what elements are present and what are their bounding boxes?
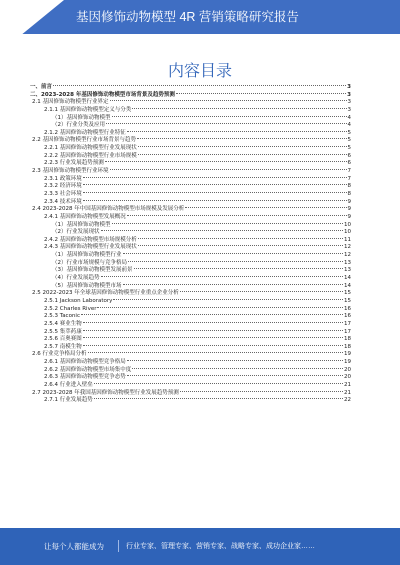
toc-entry[interactable] xyxy=(30,183,351,191)
toc-page-number: 21 xyxy=(344,381,351,388)
toc-entry-label: 2.4 2023-2028 年中国基因修饰动物模型市场规模及发展分析 xyxy=(32,206,185,213)
toc-entry[interactable] xyxy=(30,252,351,260)
toc-leader-dots xyxy=(127,131,347,132)
toc-entry[interactable] xyxy=(30,137,351,145)
toc-leader-dots xyxy=(53,85,346,86)
toc-entry-label: 2.5.2 Charles River xyxy=(44,305,97,312)
toc-leader-dots xyxy=(101,230,344,231)
toc-leader-dots xyxy=(134,268,343,269)
toc-leader-dots xyxy=(180,291,343,292)
toc-leader-dots xyxy=(101,276,344,277)
toc-leader-dots xyxy=(127,215,347,216)
toc-entry[interactable] xyxy=(30,84,351,92)
toc-page-number: 4 xyxy=(347,114,351,121)
toc-entry[interactable] xyxy=(30,160,351,168)
toc-entry-label: 2.4.3 基因修饰动物模型行业发展现状 xyxy=(44,244,137,251)
toc-page-number: 18 xyxy=(344,343,351,350)
toc-entry[interactable] xyxy=(30,374,351,382)
toc-leader-dots xyxy=(83,184,347,185)
toc-entry[interactable] xyxy=(30,99,351,107)
toc-entry-label: 2.2 基因修饰动物模型行业市场背景与趋势 xyxy=(32,137,136,144)
toc-leader-dots xyxy=(138,238,343,239)
toc-page-number: 10 xyxy=(344,221,351,228)
toc-entry-label: （2）行业市场规模与竞争格局 xyxy=(52,259,128,266)
footer-band xyxy=(0,528,400,565)
table-of-contents xyxy=(30,84,351,405)
footer-divider xyxy=(118,540,119,552)
toc-leader-dots xyxy=(127,360,343,361)
toc-page-number: 9 xyxy=(347,198,351,205)
toc-leader-dots xyxy=(110,100,347,101)
toc-page-number: 17 xyxy=(344,320,351,327)
toc-page-number: 20 xyxy=(344,374,351,381)
toc-leader-dots xyxy=(112,116,347,117)
toc-leader-dots xyxy=(88,352,344,353)
toc-page-number: 10 xyxy=(344,229,351,236)
toc-leader-dots xyxy=(138,245,343,246)
toc-leader-dots xyxy=(138,146,347,147)
toc-entry-label: 2.2.3 行业发展趋势预测 xyxy=(44,160,104,167)
toc-entry-label: （4）行业发展趋势 xyxy=(52,275,100,282)
toc-page-number: 11 xyxy=(344,236,351,243)
toc-leader-dots xyxy=(132,368,343,369)
toc-leader-dots xyxy=(128,261,343,262)
toc-page-number: 12 xyxy=(344,252,351,259)
toc-entry-label: 2.7.1 行业发展趋势 xyxy=(44,397,93,404)
toc-leader-dots xyxy=(123,284,343,285)
toc-entry-label: 一、前言 xyxy=(30,84,53,90)
toc-entry[interactable] xyxy=(30,359,351,367)
toc-leader-dots xyxy=(94,398,343,399)
toc-page-number: 21 xyxy=(344,389,351,396)
toc-page-number: 13 xyxy=(344,259,351,266)
toc-title: 内容目录 xyxy=(167,63,232,80)
toc-entry-label: （1）基因修饰动物模型行业 xyxy=(52,252,122,259)
toc-leader-dots xyxy=(176,93,346,94)
toc-entry-label: 2.6.4 行业进入壁垒 xyxy=(44,381,93,388)
toc-page-number: 9 xyxy=(347,213,351,220)
toc-entry-label: 2.3.2 经济环境 xyxy=(44,183,82,190)
toc-entry-label: 2.3.1 政策环境 xyxy=(44,175,82,182)
toc-page-number: 16 xyxy=(344,313,351,320)
toc-page-number: 14 xyxy=(344,275,351,282)
toc-entry[interactable] xyxy=(30,168,351,176)
toc-entry-label: 2.7 2023-2028 年我国基因修饰动物模型行业发展趋势预测 xyxy=(32,389,179,396)
toc-entry[interactable] xyxy=(30,298,351,306)
toc-leader-dots xyxy=(132,108,346,109)
toc-entry[interactable] xyxy=(30,321,351,329)
toc-entry-label: 2.3.3 社会环境 xyxy=(44,190,82,197)
toc-page-number: 22 xyxy=(344,397,351,404)
toc-leader-dots xyxy=(110,169,347,170)
toc-leader-dots xyxy=(83,200,347,201)
toc-entry[interactable] xyxy=(30,206,351,214)
toc-page-number: 15 xyxy=(344,297,351,304)
toc-entry-label: 2.4.2 基因修饰动物模型市场规模分析 xyxy=(44,236,137,243)
toc-page-number: 9 xyxy=(347,206,351,213)
toc-entry-label: 2.5.4 赛业生物 xyxy=(44,320,82,327)
toc-page-number: 17 xyxy=(344,328,351,335)
toc-entry[interactable] xyxy=(30,290,351,298)
toc-entry-label: 2.2.2 基因修饰动物模型行业市场规模 xyxy=(44,152,137,159)
toc-leader-dots xyxy=(83,192,347,193)
toc-entry-label: 2.6.2 基因修饰动物模型市场集中度 xyxy=(44,366,132,373)
toc-leader-dots xyxy=(112,223,343,224)
toc-entry-label: 2.3.4 技术环境 xyxy=(44,198,82,205)
toc-entry[interactable] xyxy=(30,191,351,199)
toc-page-number: 4 xyxy=(347,122,351,129)
toc-page-number: 5 xyxy=(347,129,351,136)
toc-entry[interactable] xyxy=(30,214,351,222)
toc-entry-label: 2.5 2022-2023 年全球基因修饰动物模型行业重点企业分析 xyxy=(32,290,179,297)
toc-entry[interactable] xyxy=(30,267,351,275)
toc-page-number: 7 xyxy=(347,168,351,175)
toc-entry-label: （1）基因修饰动物模型 xyxy=(52,114,111,121)
toc-page-number: 5 xyxy=(347,137,351,144)
toc-page-number: 13 xyxy=(344,267,351,274)
toc-leader-dots xyxy=(137,138,347,139)
toc-leader-dots xyxy=(81,314,343,315)
toc-page-number: 18 xyxy=(344,336,351,343)
toc-entry[interactable] xyxy=(30,382,351,390)
toc-entry[interactable] xyxy=(30,107,351,115)
toc-leader-dots xyxy=(83,330,343,331)
toc-leader-dots xyxy=(123,253,343,254)
toc-entry-label: （5）基因修饰动物模型市场 xyxy=(52,282,122,289)
toc-page-number: 19 xyxy=(344,351,351,358)
toc-page-number: 8 xyxy=(347,190,351,197)
toc-leader-dots xyxy=(138,154,347,155)
toc-leader-dots xyxy=(83,337,343,338)
toc-entry-label: 2.1 基因修饰动物模型行业界定 xyxy=(32,99,109,106)
toc-entry-label: 2.1.2 基因修饰动物模型行业特征 xyxy=(44,129,126,136)
footer-slogan: 让每个人都能成为 xyxy=(44,542,104,551)
toc-page-number: 8 xyxy=(347,183,351,190)
toc-entry[interactable] xyxy=(30,306,351,314)
toc-entry-label: （2）行业分类及应用 xyxy=(52,122,105,129)
header-banner xyxy=(0,0,400,34)
footer-tagline: 行业专家、管理专家、营销专家、战略专家、成功企业家…… xyxy=(126,543,315,550)
toc-leader-dots xyxy=(113,299,343,300)
toc-page-number: 3 xyxy=(347,99,351,106)
toc-leader-dots xyxy=(83,345,343,346)
toc-entry-label: 2.5.5 集萃药康 xyxy=(44,328,82,335)
toc-entry-label: （3）基因修饰动物模型发展前景 xyxy=(52,267,133,274)
toc-entry-label: （2）行业发展现状 xyxy=(52,229,100,236)
toc-entry[interactable] xyxy=(30,336,351,344)
toc-leader-dots xyxy=(83,322,343,323)
toc-entry[interactable] xyxy=(30,122,351,130)
toc-page-number: 5 xyxy=(347,145,351,152)
toc-entry[interactable] xyxy=(30,351,351,359)
toc-page-number: 19 xyxy=(344,359,351,366)
toc-entry-label: 2.6.3 基因修饰动物模型竞争态势 xyxy=(44,374,126,381)
toc-entry-label: 二、2023-2028 年基因修饰动物模型市场背景及趋势预测 xyxy=(30,91,175,98)
toc-page-number: 3 xyxy=(347,84,351,90)
toc-page-number: 15 xyxy=(344,290,351,297)
toc-leader-dots xyxy=(106,123,347,124)
toc-page-number: 16 xyxy=(344,305,351,312)
toc-leader-dots xyxy=(94,383,343,384)
toc-leader-dots xyxy=(105,161,347,162)
toc-entry-label: （1）基因修饰动物模型 xyxy=(52,221,111,228)
toc-page-number: 6 xyxy=(347,160,351,167)
toc-page-number: 14 xyxy=(344,282,351,289)
toc-entry-label: 2.6 行业竞争格局分析 xyxy=(32,351,87,358)
toc-page-number: 7 xyxy=(347,175,351,182)
toc-entry[interactable] xyxy=(30,229,351,237)
toc-entry[interactable] xyxy=(30,145,351,153)
toc-leader-dots xyxy=(180,391,343,392)
toc-entry-label: 2.4.1 基因修饰动物模型发展概况 xyxy=(44,213,126,220)
toc-leader-dots xyxy=(97,307,343,308)
toc-entry[interactable] xyxy=(30,397,351,405)
toc-entry-label: 2.3 基因修饰动物模型行业环境 xyxy=(32,168,109,175)
report-title: 基因修饰动物模型 4R 营销策略研究报告 xyxy=(76,10,299,24)
toc-entry-label: 2.5.7 南模生物 xyxy=(44,343,82,350)
toc-entry-label: 2.5.6 百奥赛图 xyxy=(44,336,82,343)
toc-entry[interactable] xyxy=(30,329,351,337)
toc-page-number: 20 xyxy=(344,366,351,373)
toc-entry-label: 2.5.1 Jackson Laboratory xyxy=(44,297,113,304)
toc-entry[interactable] xyxy=(30,275,351,283)
banner-decoration xyxy=(0,0,64,34)
toc-leader-dots xyxy=(185,207,346,208)
toc-leader-dots xyxy=(127,375,343,376)
toc-leader-dots xyxy=(83,177,347,178)
toc-entry-label: 2.6.1 基因修饰动物模型竞争格局 xyxy=(44,359,126,366)
toc-entry[interactable] xyxy=(30,313,351,321)
toc-entry[interactable] xyxy=(30,244,351,252)
toc-page-number: 6 xyxy=(347,152,351,159)
toc-entry-label: 2.2.1 基因修饰动物模型行业发展现状 xyxy=(44,145,137,152)
toc-page-number: 12 xyxy=(344,244,351,251)
toc-entry-label: 2.5.3 Taconic xyxy=(44,313,80,320)
toc-entry-label: 2.1.1 基因修饰动物模型定义与分类 xyxy=(44,106,132,113)
toc-page-number: 3 xyxy=(347,106,351,113)
toc-page-number: 3 xyxy=(347,91,351,98)
